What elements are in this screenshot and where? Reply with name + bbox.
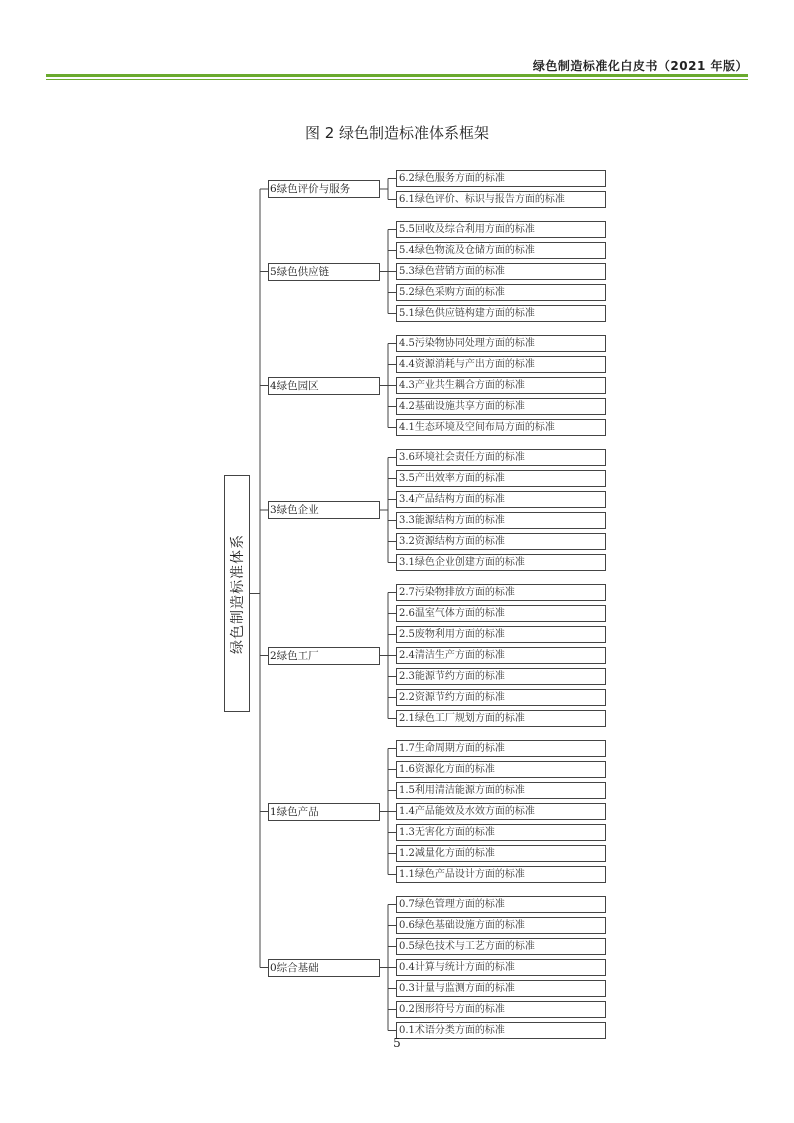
leaf-standard-box: 5.2绿色采购方面的标准 [396, 284, 606, 301]
leaf-standard-box: 6.2绿色服务方面的标准 [396, 170, 606, 187]
leaf-standard-box: 4.4资源消耗与产出方面的标准 [396, 356, 606, 373]
leaf-standard-box: 2.7污染物排放方面的标准 [396, 584, 606, 601]
leaf-standard-box: 4.1生态环境及空间布局方面的标准 [396, 419, 606, 436]
leaf-standard-box: 5.5回收及综合利用方面的标准 [396, 221, 606, 238]
header-text: 绿色制造标准化白皮书（2021 年版） [532, 59, 748, 73]
leaf-standard-box: 1.5利用清洁能源方面的标准 [396, 782, 606, 799]
leaf-standard-box: 1.1绿色产品设计方面的标准 [396, 866, 606, 883]
category-box: 0综合基础 [268, 959, 380, 977]
leaf-standard-box: 3.5产出效率方面的标准 [396, 470, 606, 487]
category-box: 1绿色产品 [268, 803, 380, 821]
leaf-standard-box: 4.5污染物协同处理方面的标准 [396, 335, 606, 352]
leaf-standard-box: 2.5废物利用方面的标准 [396, 626, 606, 643]
leaf-standard-box: 0.1术语分类方面的标准 [396, 1022, 606, 1039]
leaf-standard-box: 5.1绿色供应链构建方面的标准 [396, 305, 606, 322]
figure-title: 图 2 绿色制造标准体系框架 [304, 124, 490, 142]
leaf-standard-box: 5.4绿色物流及仓储方面的标准 [396, 242, 606, 259]
leaf-standard-box: 0.5绿色技术与工艺方面的标准 [396, 938, 606, 955]
leaf-standard-box: 2.3能源节约方面的标准 [396, 668, 606, 685]
leaf-standard-box: 1.4产品能效及水效方面的标准 [396, 803, 606, 820]
root-box [224, 475, 250, 712]
page-number: 5 [393, 1036, 401, 1050]
category-box: 5绿色供应链 [268, 263, 380, 281]
leaf-standard-box: 0.4计算与统计方面的标准 [396, 959, 606, 976]
leaf-standard-box: 1.6资源化方面的标准 [396, 761, 606, 778]
leaf-standard-box: 4.3产业共生耦合方面的标准 [396, 377, 606, 394]
leaf-standard-box: 2.4清洁生产方面的标准 [396, 647, 606, 664]
leaf-standard-box: 2.2资源节约方面的标准 [396, 689, 606, 706]
leaf-standard-box: 0.2图形符号方面的标准 [396, 1001, 606, 1018]
leaf-standard-box: 3.6环境社会责任方面的标准 [396, 449, 606, 466]
leaf-standard-box: 0.6绿色基础设施方面的标准 [396, 917, 606, 934]
leaf-standard-box: 3.3能源结构方面的标准 [396, 512, 606, 529]
leaf-standard-box: 1.2减量化方面的标准 [396, 845, 606, 862]
leaf-standard-box: 3.2资源结构方面的标准 [396, 533, 606, 550]
leaf-standard-box: 3.4产品结构方面的标准 [396, 491, 606, 508]
category-box: 3绿色企业 [268, 501, 380, 519]
leaf-standard-box: 5.3绿色营销方面的标准 [396, 263, 606, 280]
leaf-standard-box: 2.6温室气体方面的标准 [396, 605, 606, 622]
leaf-standard-box: 4.2基础设施共享方面的标准 [396, 398, 606, 415]
leaf-standard-box: 3.1绿色企业创建方面的标准 [396, 554, 606, 571]
leaf-standard-box: 1.3无害化方面的标准 [396, 824, 606, 841]
leaf-standard-box: 2.1绿色工厂规划方面的标准 [396, 710, 606, 727]
category-box: 6绿色评价与服务 [268, 180, 380, 198]
leaf-standard-box: 1.7生命周期方面的标准 [396, 740, 606, 757]
category-box: 4绿色园区 [268, 377, 380, 395]
category-box: 2绿色工厂 [268, 647, 380, 665]
leaf-standard-box: 6.1绿色评价、标识与报告方面的标准 [396, 191, 606, 208]
root-label: 绿色制造标准体系 [230, 533, 246, 654]
leaf-standard-box: 0.3计量与监测方面的标准 [396, 980, 606, 997]
leaf-standard-box: 0.7绿色管理方面的标准 [396, 896, 606, 913]
